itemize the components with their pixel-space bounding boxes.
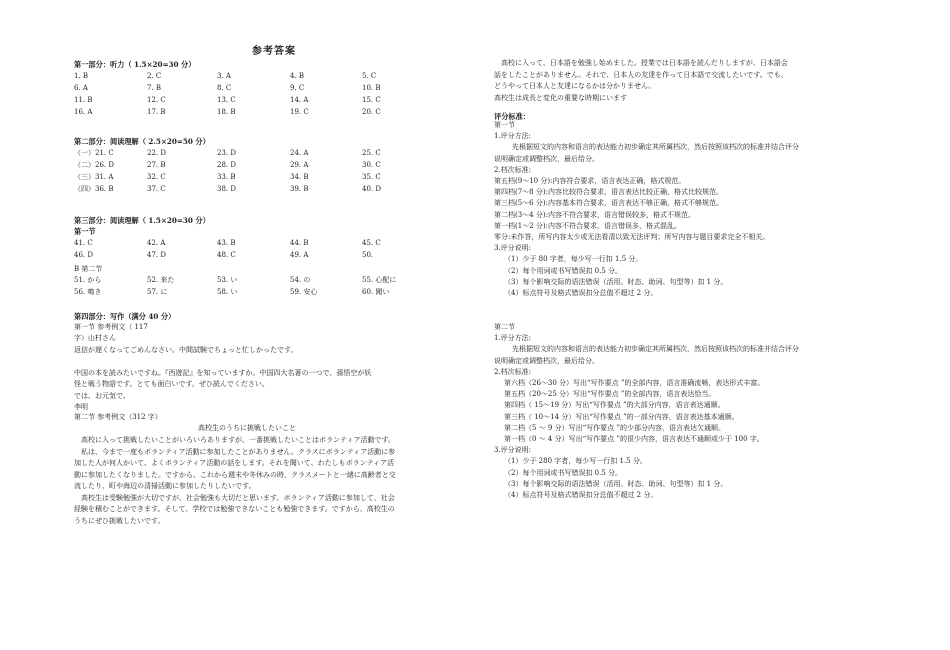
answer-cell: 52. 来た — [147, 276, 175, 284]
answer-cell: 50. — [362, 251, 374, 259]
example2-line: うちにぜひ挑戦したいです。 — [74, 516, 165, 525]
note-title: 3.评分说明: — [494, 244, 532, 253]
note-line: （4）标点符号及格式错误扣分总值不超过 2 分。 — [504, 491, 658, 499]
page-title: 参考答案 — [252, 46, 296, 57]
answer-cell: 35. C — [362, 173, 381, 181]
answer-cell: 48. C — [217, 251, 236, 259]
answer-cell: 8. C — [217, 84, 232, 92]
answer-cell: （二）26. D — [74, 161, 114, 169]
note-line: （4）标点符号及格式错误扣分总值不超过 2 分。 — [504, 289, 658, 297]
grade-line: 第二档(3～4 分):内容不符合要求，语言错误较多，格式不规范。 — [494, 210, 695, 219]
part3-section1-label: 第一节 — [74, 227, 96, 236]
grade-line: 第五档(9～10 分):内容符合要求，语言表达正确，格式规范。 — [494, 177, 686, 185]
answer-cell: 15. C — [362, 96, 381, 104]
answer-cell: 45. C — [362, 239, 381, 247]
answer-cell: 54. の — [290, 276, 311, 284]
method-title: 1.评分方法: — [494, 334, 532, 343]
example2-title: 第二节 参考例文（312 字） — [74, 413, 162, 421]
grade-line: 第四档(7～8 分):内容比较符合要求，语言表达比较正确，格式比较规范。 — [494, 188, 723, 197]
answer-cell: 13. C — [217, 96, 236, 104]
answer-cell: 59. 安心 — [290, 288, 318, 296]
answer-cell: 30. C — [362, 161, 381, 169]
answer-cell: 1. B — [74, 72, 89, 80]
method-line: 先根据短文的内容和语言的表达能力初步确定其所属档次，然后按照该档次的标准并结合评分 — [512, 345, 799, 354]
answer-cell: 60. 聞い — [362, 288, 390, 296]
answer-cell: 19. C — [290, 108, 309, 116]
answer-cell: 7. B — [147, 84, 162, 92]
answer-cell: 16. A — [74, 108, 93, 116]
grade-title: 2.档次标准: — [494, 165, 532, 174]
example1-line: 中国の本を読みたいですね。『西遊記』を知っていますか。中国四大名著の一つで、孫悟空が妖 — [74, 368, 372, 377]
answer-cell: 53. い — [217, 276, 238, 284]
answer-cell: 17. B — [147, 108, 166, 116]
answer-cell: 11. B — [74, 96, 93, 104]
example2-line: 経験を積むことができます。そして、学校では勉強できないことも勉強できます。ですから、高校生の — [74, 505, 395, 513]
grade-line: 第二档（5 ～ 9 分）写出“写作要点 ”的少部分内容，语言表达欠通顺。 — [504, 423, 725, 432]
answer-cell: 56. 鳴き — [74, 288, 102, 296]
grade-line: 第一档(1～2 分):内容不符合要求，语言错误多，格式混乱。 — [494, 221, 681, 230]
grade-line: 第一档（0 ～ 4 分）写出“写作要点 ”的很少内容，语言表达不通顺或少于 100 字。 — [504, 435, 764, 443]
essay-line: 高校に入って、日本語を勉強し始めました。授業では日本語を読んだりしますが、日本語会 — [494, 59, 788, 67]
example2-line: 流したり、町や海辺の清掃活動に参加したりしたいです。 — [74, 482, 256, 490]
answer-cell: 27. B — [147, 161, 166, 169]
answer-cell: 42. A — [147, 239, 166, 247]
section-title: 第二节 — [494, 323, 515, 331]
grade-line: 第三档(5～6 分):内容基本符合要求，语言表达不够正确，格式不够规范。 — [494, 199, 723, 208]
example2-line: 加した人が何人かいて、よくボランティア活動の話をします。それを聞いて、わたしもボランティア活 — [74, 459, 395, 467]
answer-cell: 41. C — [74, 239, 93, 247]
answer-cell: 51. から — [74, 276, 102, 284]
answer-cell: 57. に — [147, 288, 168, 296]
answer-cell: 22. D — [147, 149, 166, 157]
part1-heading: 第一部分：听力（ 1.5×20=30 分） — [74, 60, 196, 69]
answer-cell: 6. A — [74, 84, 88, 92]
note-line: （3）每个影响交际的语法错误（活用、时态、助词、句型等）扣 1 分。 — [504, 479, 728, 488]
answer-cell: 49. A — [290, 251, 309, 259]
part3-section2-label: B 第二节 — [74, 265, 103, 273]
example1-line: 返信が遅くなってごめんなさい。中間試験でちょっと忙しかったです。 — [74, 345, 298, 354]
answer-cell: 10. B — [362, 84, 381, 92]
scoring-standard-heading: 评分标准： — [494, 112, 530, 121]
section-title: 第一节 — [494, 121, 515, 129]
example1-line: 字）山村さん — [74, 334, 116, 342]
grade-line: 第四档（ 15～19 分）写出“写作要点 ”的大部分内容，语言表达通顺。 — [504, 401, 725, 410]
answer-cell: 29. A — [290, 161, 309, 169]
note-line: （2）每个用词或书写错误扣 0.5 分。 — [504, 468, 623, 477]
answer-cell: 23. D — [217, 149, 236, 157]
answer-cell: 24. A — [290, 149, 309, 157]
essay-line: どうやって日本人と友達になるかは分かりません。 — [494, 82, 656, 90]
part4-heading: 第四部分：写作（满分 40 分） — [74, 312, 176, 321]
method-line: 先根据短文的内容和语言的表达能力初步确定其所属档次，然后按照该档次的标准并结合评分 — [512, 143, 799, 152]
answer-cell: 18. B — [217, 108, 236, 116]
answer-cell: 2. C — [147, 72, 162, 80]
example2-line: 高校生は受験勉強が大切ですが、社会勉強も大切だと思います。ボランティア活動に参加して、社会 — [74, 493, 395, 502]
example2-heading: 高校生のうちに挑戦したいこと — [198, 424, 296, 432]
note-title: 3.评分说明: — [494, 446, 532, 455]
part2-heading: 第二部分：阅读理解（ 2.5×20=50 分） — [74, 137, 210, 146]
example1-title: 第一节 参考例文（ 117 — [74, 323, 148, 331]
answer-cell: 9. C — [290, 84, 305, 92]
method-title: 1.评分方法: — [494, 132, 532, 141]
method-line: 说明确定或调整档次，最后给分。 — [494, 154, 599, 163]
answer-cell: 58. い — [217, 288, 238, 296]
note-line: （2）每个用词或书写错误扣 0.5 分。 — [504, 266, 623, 275]
answer-cell: 14. A — [290, 96, 309, 104]
answer-cell: 32. C — [147, 173, 166, 181]
example1-line: 怪と戦う物語です。とても面白いです。ぜひ読んでください。 — [74, 380, 269, 388]
answer-cell: 4. B — [290, 72, 305, 80]
grade-line: 第六档（26～30 分）写出“写作要点 ”的全部内容，语言准确流畅，表达形式丰富。 — [504, 379, 765, 387]
answer-cell: 39. B — [290, 185, 309, 193]
answer-cell: 12. C — [147, 96, 166, 104]
method-line: 说明确定或调整档次，最后给分。 — [494, 356, 599, 365]
essay-line: 高校生は成長と変化の重要な時期にいます — [494, 93, 627, 102]
answer-cell: 38. D — [217, 185, 236, 193]
grade-line: 零分:未作答，所写内容太少或无法看清以致无法评判；所写内容与题目要求完全不相关。 — [494, 233, 770, 241]
answer-cell: 43. B — [217, 239, 236, 247]
grade-line: 第五档（20～25 分）写出“写作要点 ”的全部内容，语言表达恰当。 — [504, 390, 716, 399]
answer-cell: 3. A — [217, 72, 231, 80]
example2-line: 動に参加したくなりました。ですから、これから週末や冬休みの時、クラスメートと一緒に高齢者と交 — [74, 470, 396, 479]
answer-cell: 40. D — [362, 185, 381, 193]
answer-cell: （一）21. C — [74, 149, 114, 157]
grade-line: 第三档（ 10～14 分）写出“写作要点 ”的一部分内容，语言表达基本通顺。 — [504, 412, 739, 421]
essay-line: 話をしたことがありません。それで、日本人の友達を作って日本語で交流したいです。でも、 — [494, 70, 788, 79]
example1-line: 李明 — [74, 403, 88, 411]
example2-line: 高校に入って挑戦したいことがいろいろありますが、一番挑戦したいことはボランティア活動です。 — [74, 436, 395, 444]
answer-cell: 55. 心配に — [362, 276, 397, 284]
answer-cell: 34. B — [290, 173, 309, 181]
answer-cell: 33. B — [217, 173, 236, 181]
note-line: （1）少于 280 字者，每少写一行扣 1.5 分。 — [504, 457, 647, 466]
part3-heading: 第三部分：阅读理解（ 1.5×20=30 分） — [74, 216, 210, 225]
answer-cell: （三）31. A — [74, 173, 114, 181]
note-line: （1）少于 80 字者，每少写一行扣 1.5 分。 — [504, 255, 643, 264]
answer-cell: 44. B — [290, 239, 309, 247]
example1-line: では、お元気で。 — [74, 391, 130, 400]
answer-cell: 47. D — [147, 251, 166, 259]
grade-title: 2.档次标准: — [494, 367, 532, 376]
answer-cell: 37. C — [147, 185, 166, 193]
answer-cell: 46. D — [74, 251, 93, 259]
answer-cell: 5. C — [362, 72, 377, 80]
example2-line: 私は、今まで一度もボランティア活動に参加したことがありません。クラスにボランティア活動に参 — [74, 447, 396, 456]
note-line: （3）每个影响交际的语法错误（活用、时态、助词、句型等）扣 1 分。 — [504, 277, 728, 286]
answer-cell: 25. C — [362, 149, 381, 157]
answer-cell: 28. D — [217, 161, 236, 169]
answer-cell: （四）36. B — [74, 185, 114, 193]
answer-cell: 20. C — [362, 108, 381, 116]
